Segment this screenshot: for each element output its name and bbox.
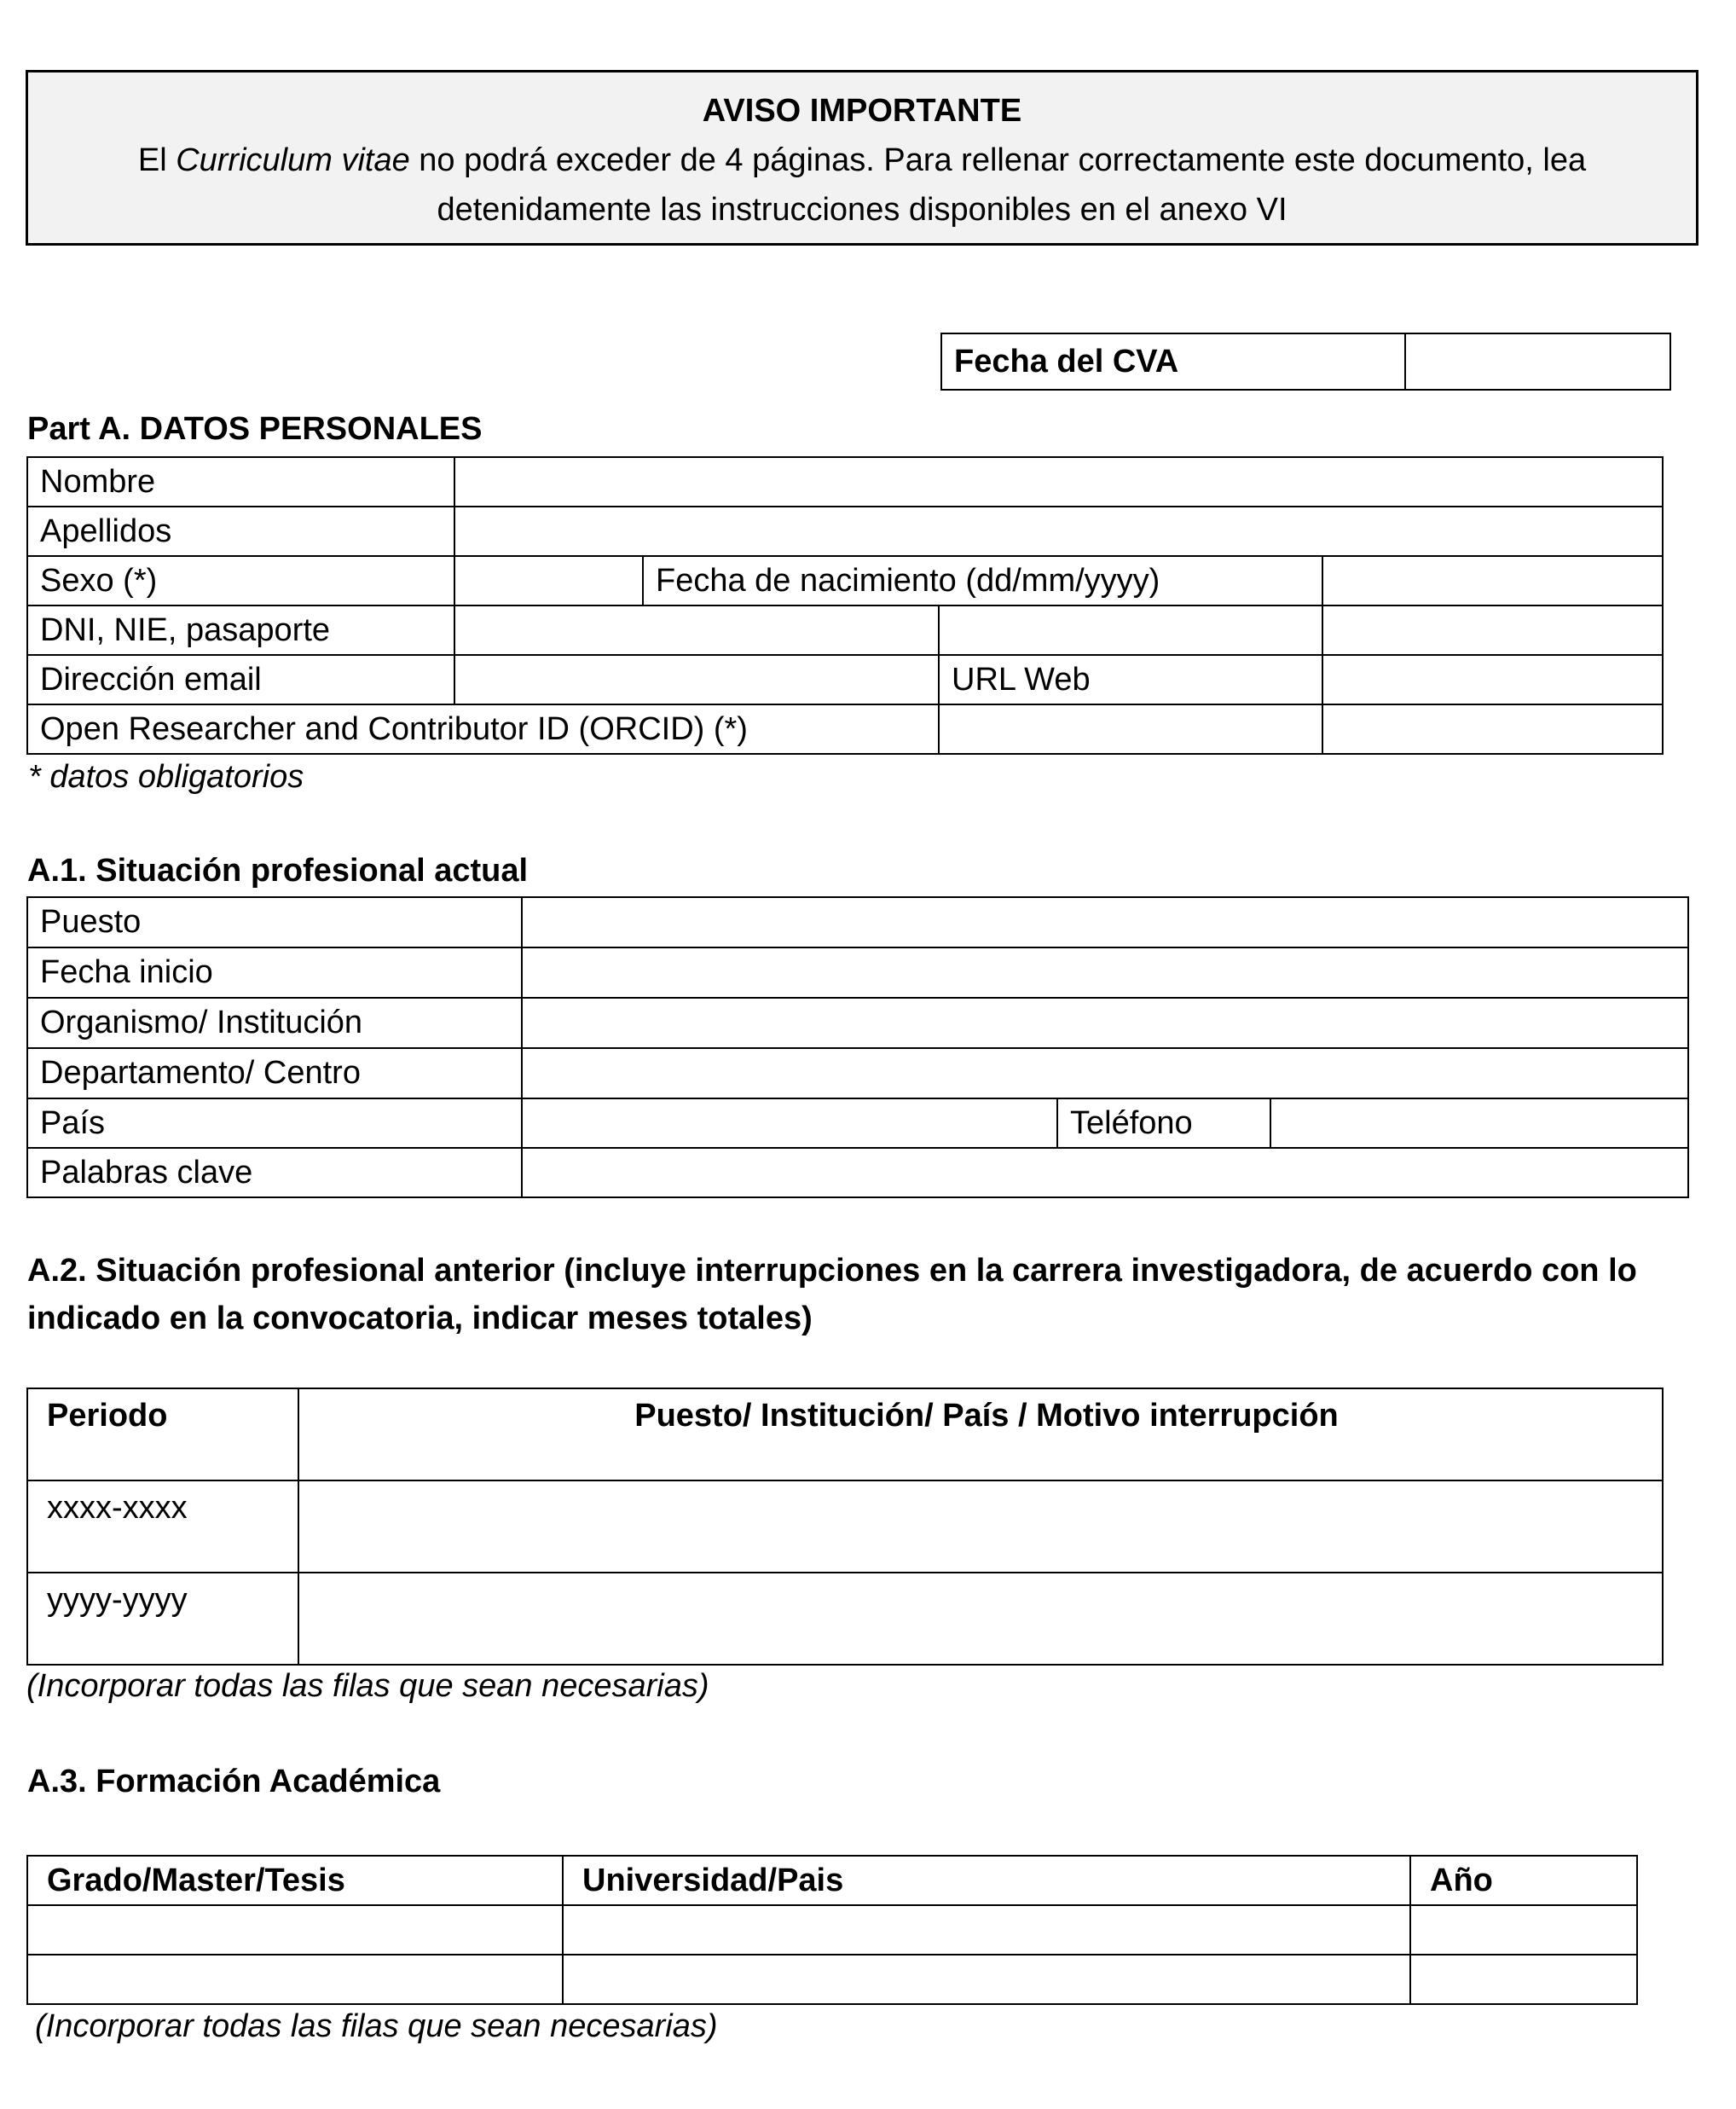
a3-heading: A.3. Formación Académica (27, 1764, 441, 1799)
part-a-heading: Part A. DATOS PERSONALES (27, 411, 483, 447)
a2-note: (Incorporar todas las filas que sean necesarias) (26, 1668, 709, 1704)
dni-field[interactable] (454, 605, 939, 655)
periodo-row-2[interactable]: yyyy-yyyy (27, 1573, 298, 1665)
organismo-field[interactable] (522, 998, 1688, 1048)
telefono-label: Teléfono (1057, 1098, 1270, 1148)
notice-italic-text: Curriculum vitae (176, 142, 410, 178)
notice-line-1 (28, 136, 1696, 185)
email-field[interactable] (454, 655, 939, 704)
url-label: URL Web (939, 655, 1322, 704)
palabras-clave-field[interactable] (522, 1148, 1688, 1197)
pais-label: País (27, 1098, 522, 1148)
fecha-cva-label: Fecha del CVA (941, 333, 1405, 390)
apellidos-label: Apellidos (27, 507, 454, 556)
fecha-cva-table (940, 333, 1671, 391)
col-grado: Grado/Master/Tesis (27, 1856, 563, 1905)
departamento-field[interactable] (522, 1048, 1688, 1098)
orcid-field[interactable] (939, 704, 1322, 754)
col-periodo: Periodo (27, 1388, 298, 1480)
dni-field-3[interactable] (1322, 605, 1663, 655)
col-universidad: Universidad/Pais (563, 1856, 1410, 1905)
fecha-inicio-label: Fecha inicio (27, 947, 522, 998)
periodo-row-1[interactable]: xxxx-xxxx (27, 1480, 298, 1573)
personal-data-table (26, 456, 1664, 755)
pais-field[interactable] (522, 1098, 1057, 1148)
anio-row-2[interactable] (1410, 1955, 1637, 2004)
current-position-table (26, 896, 1689, 1198)
palabras-clave-label: Palabras clave (27, 1148, 522, 1197)
a3-note: (Incorporar todas las filas que sean necesarias) (35, 2008, 718, 2044)
previous-position-table (26, 1388, 1664, 1666)
sexo-field[interactable] (454, 556, 643, 605)
dni-label: DNI, NIE, pasaporte (27, 605, 454, 655)
fecha-cva-field[interactable] (1405, 333, 1670, 390)
col-anio: Año (1410, 1856, 1637, 1905)
a2-heading-line-1: A.2. Situación profesional anterior (incluye interrupciones en la carrera investigadora, de acuerdo con lo (27, 1253, 1637, 1289)
universidad-row-2[interactable] (563, 1955, 1410, 2004)
a2-heading-line-2: indicado en la convocatoria, indicar meses totales) (27, 1301, 813, 1336)
academic-table (26, 1855, 1638, 2005)
notice-title: AVISO IMPORTANTE (702, 93, 1022, 129)
puesto-row-1[interactable] (298, 1480, 1663, 1573)
sexo-label: Sexo (*) (27, 556, 454, 605)
puesto-field[interactable] (522, 897, 1688, 947)
fecha-inicio-field[interactable] (522, 947, 1688, 998)
puesto-label: Puesto (27, 897, 522, 947)
notice-line-2: detenidamente las instrucciones disponibles en el anexo VI (437, 192, 1288, 228)
notice-text: no podrá exceder de 4 páginas. Para rellenar correctamente este documento, lea (409, 142, 1587, 178)
puesto-row-2[interactable] (298, 1573, 1663, 1665)
departamento-label: Departamento/ Centro (27, 1048, 522, 1098)
universidad-row-1[interactable] (563, 1905, 1410, 1955)
telefono-field[interactable] (1270, 1098, 1688, 1148)
col-puesto-institucion: Puesto/ Institución/ País / Motivo interrupción (298, 1388, 1663, 1480)
grado-row-1[interactable] (27, 1905, 563, 1955)
orcid-label: Open Researcher and Contributor ID (ORCID) (*) (27, 704, 939, 754)
anio-row-1[interactable] (1410, 1905, 1637, 1955)
fecha-nacimiento-label: Fecha de nacimiento (dd/mm/yyyy) (643, 556, 1322, 605)
important-notice (26, 70, 1698, 246)
orcid-field-2[interactable] (1322, 704, 1663, 754)
nombre-field[interactable] (454, 457, 1663, 507)
mandatory-note: * datos obligatorios (28, 759, 304, 795)
grado-row-2[interactable] (27, 1955, 563, 2004)
a1-heading: A.1. Situación profesional actual (27, 853, 529, 889)
a2-heading (27, 1247, 1637, 1342)
notice-text: El (137, 142, 176, 178)
email-label: Dirección email (27, 655, 454, 704)
apellidos-field[interactable] (454, 507, 1663, 556)
organismo-label: Organismo/ Institución (27, 998, 522, 1048)
fecha-nacimiento-field[interactable] (1322, 556, 1663, 605)
dni-field-2[interactable] (939, 605, 1322, 655)
nombre-label: Nombre (27, 457, 454, 507)
url-field[interactable] (1322, 655, 1663, 704)
